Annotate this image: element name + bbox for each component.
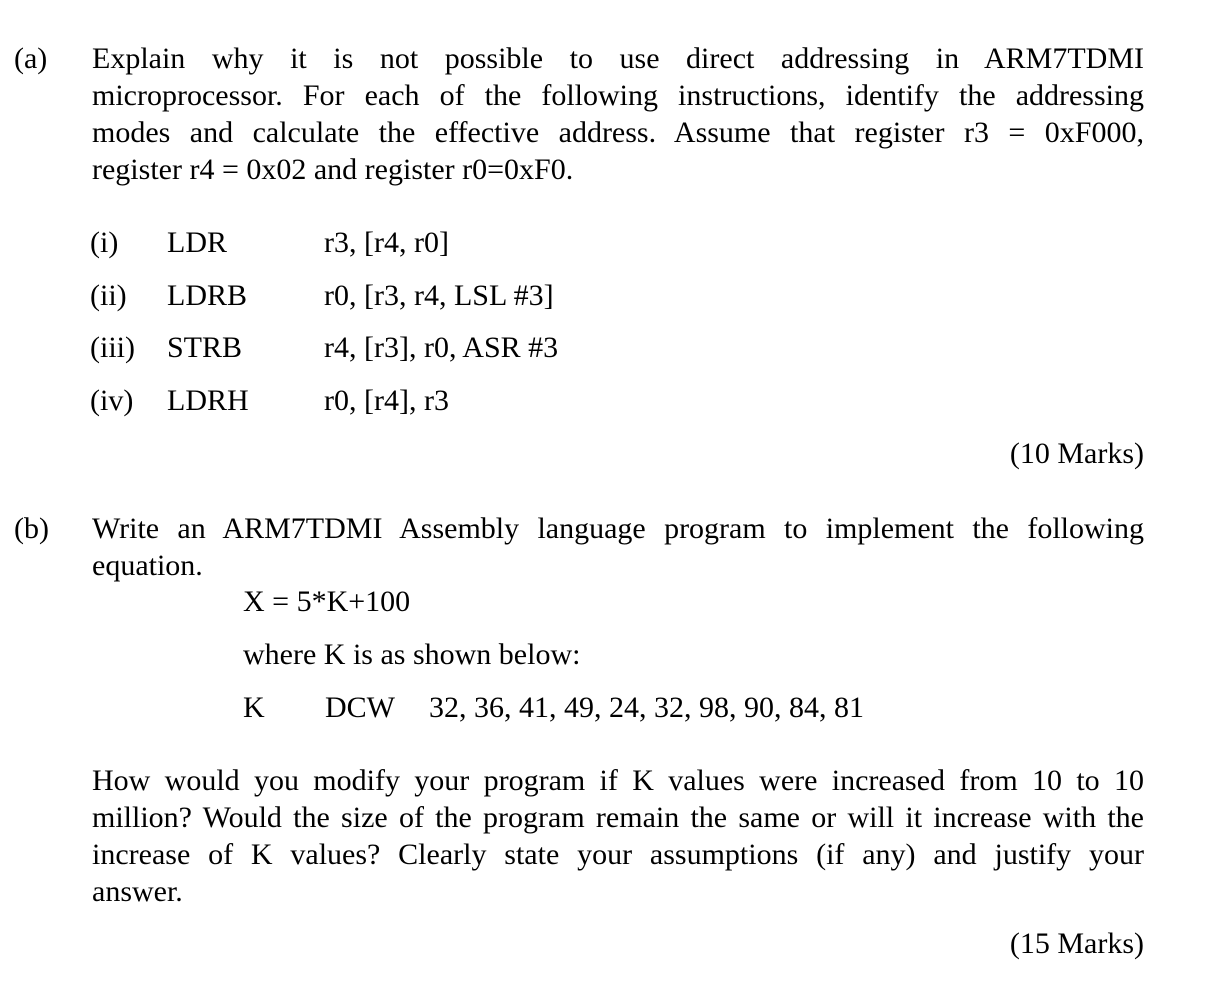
part-a-label: (a)	[14, 42, 48, 75]
instruction-number: (i)	[90, 226, 119, 259]
k-label: K	[243, 691, 265, 724]
question-line: answer.	[92, 875, 183, 908]
question-line: microprocessor. For each of the following instructions, identify the addressing	[92, 79, 1144, 112]
where-text: where K is as shown below:	[243, 638, 581, 671]
part-b-marks: (15 Marks)	[1009, 927, 1144, 960]
part-a-question	[92, 40, 1144, 188]
instruction-number: (iv)	[90, 384, 134, 417]
question-line: Write an ARM7TDMI Assembly language program to implement the following	[92, 512, 1144, 545]
instruction-opcode: LDRB	[167, 279, 248, 312]
question-line: modes and calculate the effective address. Assume that register r3 = 0xF000,	[92, 116, 1144, 149]
question-line: How would you modify your program if K values were increased from 10 to 10	[92, 764, 1144, 797]
part-a-marks: (10 Marks)	[1009, 437, 1144, 470]
instruction-operands: r4, [r3], r0, ASR #3	[324, 331, 559, 364]
instruction-operands: r3, [r4, r0]	[324, 226, 449, 259]
question-line: equation.	[92, 549, 203, 582]
instruction-operands: r0, [r3, r4, LSL #3]	[324, 279, 554, 312]
question-line: register r4 = 0x02 and register r0=0xF0.	[92, 153, 574, 186]
question-line: million? Would the size of the program remain the same or will it increase with the	[92, 801, 1144, 834]
instruction-number: (ii)	[90, 279, 127, 312]
question-line: Explain why it is not possible to use direct addressing in ARM7TDMI	[92, 42, 1144, 75]
equation: X = 5*K+100	[243, 585, 411, 618]
instruction-opcode: LDRH	[167, 384, 249, 417]
instruction-opcode: STRB	[167, 331, 243, 364]
k-directive: DCW	[325, 691, 395, 724]
instruction-opcode: LDR	[167, 226, 227, 259]
instruction-operands: r0, [r4], r3	[324, 384, 449, 417]
instruction-number: (iii)	[90, 331, 135, 364]
part-b-label: (b)	[14, 512, 49, 545]
part-b-followup	[92, 762, 1144, 910]
question-line: increase of K values? Clearly state your assumptions (if any) and justify your	[92, 838, 1144, 871]
k-values: 32, 36, 41, 49, 24, 32, 98, 90, 84, 81	[429, 691, 864, 724]
part-b-question	[92, 510, 1144, 584]
